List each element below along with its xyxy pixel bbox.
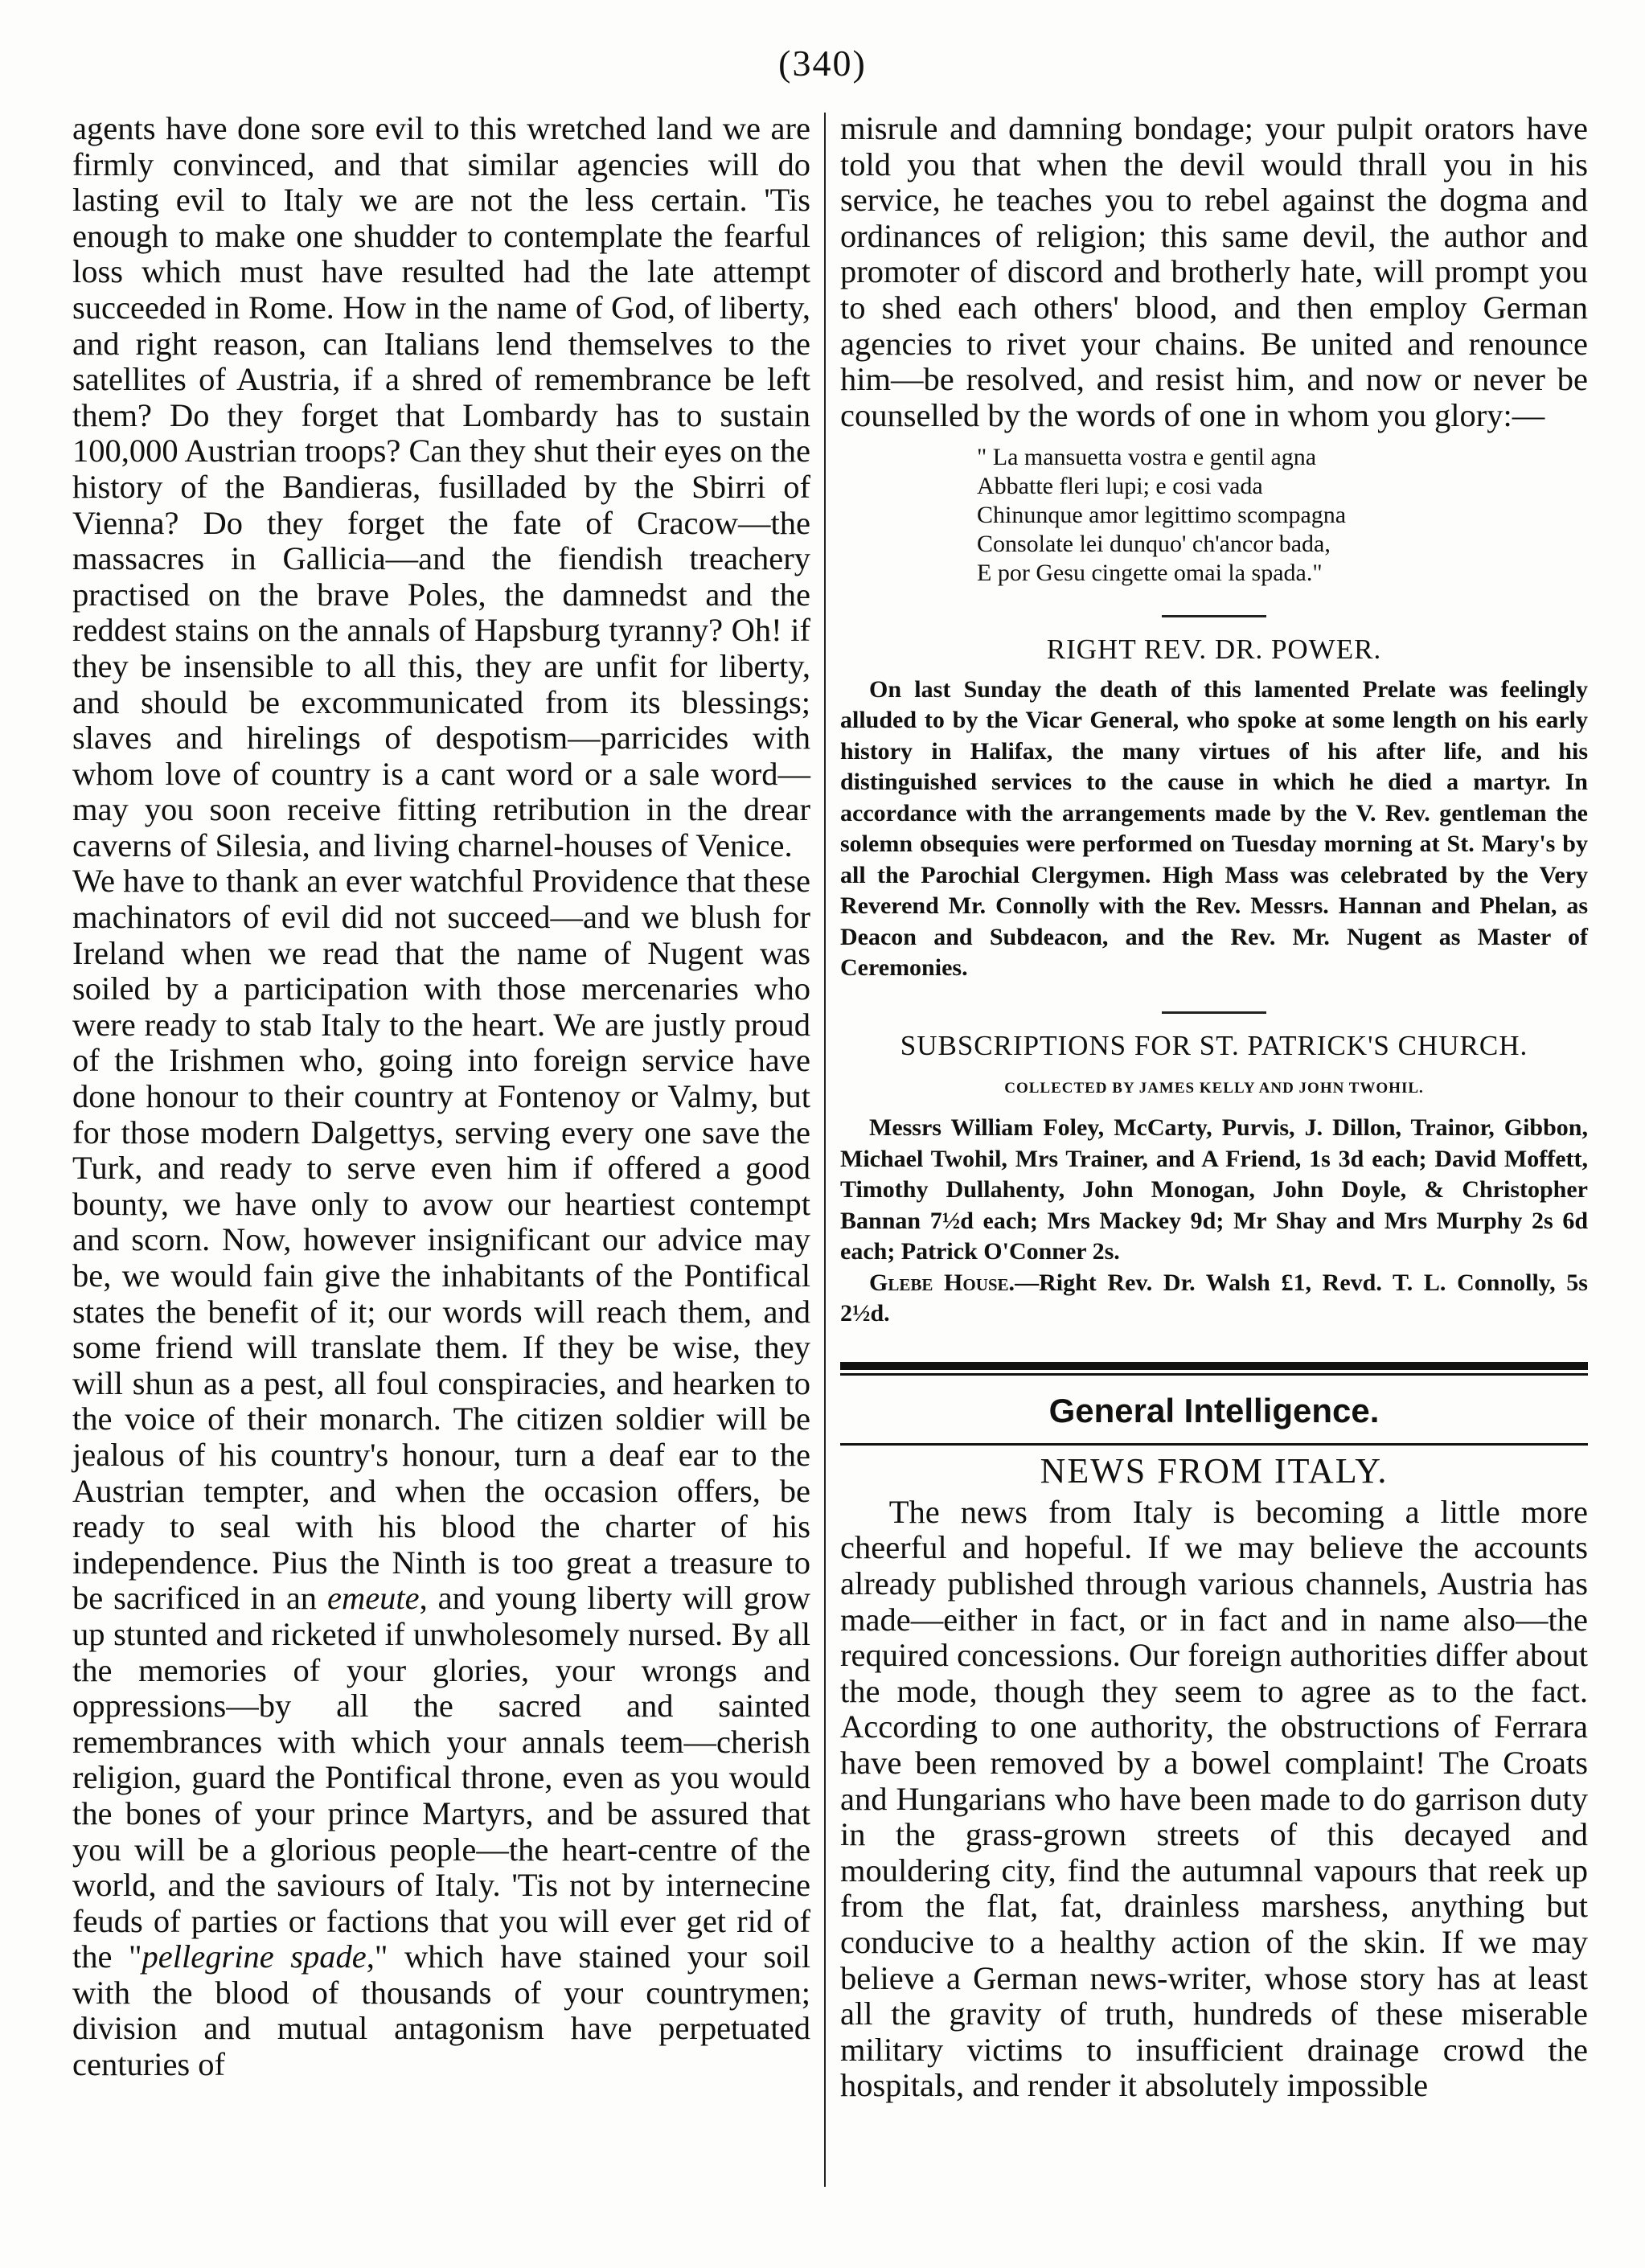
section-divider [1162, 1011, 1266, 1014]
italic-phrase: pellegrine spade [142, 1938, 367, 1975]
subscriptions-heading: SUBSCRIPTIONS FOR ST. PATRICK'S CHURCH. [900, 1029, 1528, 1061]
column-divider [824, 113, 826, 2187]
news-text: The news from Italy is becoming a little more cheerful and hopeful. If we may believe the accounts already published through various channels, Austria has made—either in fact, or in fact and in name also—the required concessions. Our foreign authorities differ about the mode, though they seem to agree as to the fact. According to one authority, the obstructions of Ferrara have been removed by a bowel complaint! The Croats and Hungarians who have been made to do garrison duty in the grass-grown streets of this decayed and mouldering city, find the autumnal vapours that reek up from the flat, fat, drainless marshess, anything but conducive to a healthy action of the skin. If we may believe a German news-writer, whose story has at least all the gravity of truth, hundreds of these miserable military victims to insufficient drainage crowd the hospitals, and render it absolutely impossible [840, 1493, 1588, 2104]
news-article [840, 1495, 1588, 2104]
power-text: On last Sunday the death of this lamented Prelate was feelingly alluded to by the Vicar General, who spoke at some length on his early history in Halifax, the many virtues of his after life, and his distinguished services to the cause in which he died a martyr. In accordance with the arrangements made by the V. Rev. gentleman the solemn obsequies were performed on Tuesday morning at St. Mary's by all the Parochial Clergymen. High Mass was celebrated by the Very Reverend Mr. Connolly with the Rev. Messrs. Hannan and Phelan, as Deacon and Subdeacon, and the Rev. Mr. Nugent as Master of Ceremonies. [840, 675, 1588, 982]
news-heading: NEWS FROM ITALY. [1040, 1451, 1389, 1491]
poem-line: Consolate lei dunquo' ch'ancor bada, [977, 531, 1331, 558]
poem-quote [977, 443, 1588, 588]
article-text: We have to thank an ever watchful Providence that these machinators of evil did not succeed—and we blush for Ireland when we read that the name of Nugent was soiled by a participation with those mercenaries who were ready to stab Italy to the heart. We are justly proud of the Irishmen who, going into foreign service have done honour to their country at Fontenoy or Valmy, but for those modern Dalgettys, serving every one save the Turk, and ready to serve even him if offered a good bounty, we have only to avow our heartiest contempt and scorn. Now, however insignificant our advice may be, we would fain give the inhabitants of the Pontifical states the benefit of it; our words will reach them, and some friend will translate them. If they be wise, they will shun as a pest, all foul conspiracies, and hearken to the voice of their monarch. The citizen soldier will be jealous of his country's honour, turn a deaf ear to the Austrian tempter, and when the occasion offers, be ready to seal with his blood the charter of his independence. Pius the Ninth is too great a treasure to be sacrificed in an [72, 863, 810, 1617]
left-column [72, 111, 810, 2083]
title-rule [840, 1443, 1588, 1446]
poem-line: Abbatte fleri lupi; e cosi vada [977, 473, 1263, 500]
power-heading: RIGHT REV. DR. POWER. [1046, 634, 1382, 666]
article-text: ," which have stained your soil with the blood of thousands of your countrymen; division and mutual antagonism have perpetuated centuries of [72, 1938, 810, 2083]
page-number: (340) [778, 43, 867, 84]
poem-line: E por Gesu cingette omai la spada." [977, 560, 1323, 587]
article-continuation: misrule and damning bondage; your pulpit orators have told you that when the devil would thrall you in his service, he teaches you to rebel against the dogma and ordinances of religion; this same devil, the author and promoter of discord and brotherly hate, will prompt you to shed each others' blood, and then employ German agencies to rivet your chains. Be united and renounce him—be resolved, and resist him, and now or never be counselled by the words of one in whom you glory:— [840, 110, 1588, 433]
article-paragraph: agents have done sore evil to this wretched land we are firmly convinced, and that similar agencies will do lasting evil to Italy we are not the less certain. 'Tis enough to make one shudder to contemplate the fearful loss which must have resulted had the late attempt succeeded in Rome. How in the name of God, of liberty, and right reason, can Italians lend themselves to the satellites of Austria, if a shred of remembrance be left them? Do they forget that Lombardy has to sustain 100,000 Austrian troops? Can they shut their eyes on the history of the Bandieras, fusilladed by the Sbirri of Vienna? Do they forget the fate of Cracow—the massacres in Gallicia—and the fiendish treachery practised on the brave Poles, the damnedst and the reddest stains on the annals of Hapsburg tyranny? Oh! if they be insensible to all this, they are unfit for liberty, and should be excommunicated from its blessings; slaves and hirelings of despotism—parricides with whom love of country is a cant word or a sale word—may you soon receive fitting retribution in the drear caverns of Silesia, and living charnel-houses of Venice. [72, 110, 810, 863]
article-paragraph [72, 863, 810, 2082]
power-article [840, 675, 1588, 984]
section-divider [1162, 615, 1266, 617]
general-intelligence-title: General Intelligence. [1048, 1391, 1380, 1429]
poem-line: " La mansuetta vostra e gentil agna [977, 444, 1317, 471]
right-column [840, 111, 1588, 2104]
double-rule [840, 1362, 1588, 1376]
subscriptions-collected-by: COLLECTED BY JAMES KELLY AND JOHN TWOHIL. [1004, 1079, 1424, 1097]
glebe-house-label: Glebe House. [869, 1269, 1015, 1296]
poem-line: Chinunque amor legittimo scompagna [977, 502, 1347, 529]
italic-word: emeute [326, 1580, 420, 1617]
glebe-house-text: —Right Rev. Dr. Walsh £1, Revd. T. L. Connolly, 5s 2½d. [840, 1269, 1588, 1327]
article-text: , and young liberty will grow up stunted and ricketed if unwholesomely nursed. By all the memories of your glories, your wrongs and oppressions—by all the sacred and sainted remembrances with which your annals teem—cherish religion, guard the Pontifical throne, even as you would the bones of your prince Martyrs, and be assured that you will be a glorious people—the heart-centre of the world, and the saviours of Italy. 'Tis not by internecine feuds of parties or factions that you will ever get rid of the " [72, 1580, 810, 1975]
subscriptions-list [840, 1113, 1588, 1330]
subscriptions-text: Messrs William Foley, McCarty, Purvis, J. Dillon, Trainor, Gibbon, Michael Twohil, Mrs Trainer, and A Friend, 1s 3d each; David Moffett, Timothy Dullahenty, John Monogan, John Doyle, & Christopher Bannan 7½d each; Mrs Mackey 9d; Mr Shay and Mrs Murphy 2s 6d each; Patrick O'Conner 2s. [840, 1114, 1588, 1265]
glebe-house-entry [840, 1268, 1588, 1330]
